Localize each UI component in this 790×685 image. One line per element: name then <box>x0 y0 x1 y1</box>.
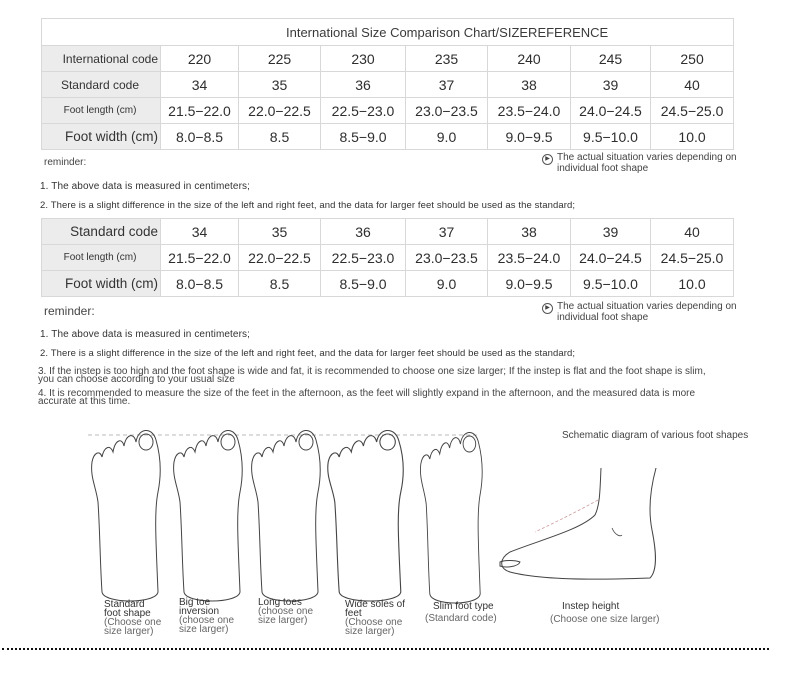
cell: 23.0−23.5 <box>406 98 488 124</box>
foot-long-toes-icon <box>252 430 321 601</box>
table-row-standard-code <box>42 72 734 98</box>
play-circle-icon: ▶ <box>542 303 553 314</box>
cell: 22.0−22.5 <box>239 245 321 271</box>
cell: 39 <box>571 219 651 245</box>
cell: 9.5−10.0 <box>571 271 651 297</box>
cell: 23.0−23.5 <box>406 245 488 271</box>
cell: 35 <box>239 219 321 245</box>
cell: 225 <box>239 46 321 72</box>
cell: 34 <box>161 72 239 98</box>
table-title: International Size Comparison Chart/SIZEREFERENCE <box>42 19 734 46</box>
cell: 9.0 <box>406 271 488 297</box>
cell: 8.5−9.0 <box>321 271 406 297</box>
cell: 36 <box>321 72 406 98</box>
cell: 230 <box>321 46 406 72</box>
cell: 24.5−25.0 <box>651 245 734 271</box>
play-circle-icon: ▶ <box>542 154 553 165</box>
table-title-row <box>42 19 734 46</box>
table-row-foot-length <box>42 98 734 124</box>
cell: 8.5 <box>239 124 321 150</box>
cell: 22.5−23.0 <box>321 98 406 124</box>
note-4-cont: accurate at this time. <box>38 396 131 407</box>
caption-wide-soles: Wide soles of feet (Choose one size larger) <box>345 599 406 637</box>
cell: 8.5−9.0 <box>321 124 406 150</box>
reminder-label: reminder: <box>44 304 95 318</box>
reminder-label: reminder: <box>44 157 87 168</box>
cell: 36 <box>321 219 406 245</box>
row-label: Foot length (cm) <box>42 98 161 124</box>
cell: 24.0−24.5 <box>571 98 651 124</box>
note-4: 4. It is recommended to measure the size of the feet in the afternoon, as the feet will slightly expand in the afternoon, and the measured data is more <box>38 388 696 399</box>
size-comparison-table <box>41 18 734 150</box>
cell: 21.5−22.0 <box>161 245 239 271</box>
row-label: Foot width (cm) <box>42 271 161 297</box>
cell: 10.0 <box>651 124 734 150</box>
size-table-2 <box>41 218 734 297</box>
cell: 250 <box>651 46 734 72</box>
side-note-line2: individual foot shape <box>557 312 649 323</box>
cell: 35 <box>239 72 321 98</box>
caption-instep: Instep height (Choose one size larger) <box>550 601 660 625</box>
cell: 8.5 <box>239 271 321 297</box>
table-row-foot-width <box>42 271 734 297</box>
cell: 9.0−9.5 <box>488 271 571 297</box>
foot-slim-icon <box>420 432 482 603</box>
dotted-divider <box>2 648 769 650</box>
row-label: Standard code <box>42 72 161 98</box>
cell: 38 <box>488 219 571 245</box>
note-1: 1. The above data is measured in centimeters; <box>40 181 250 192</box>
row-label: Foot length (cm) <box>42 245 161 271</box>
cell: 21.5−22.0 <box>161 98 239 124</box>
cell: 240 <box>488 46 571 72</box>
table-row-standard-code <box>42 219 734 245</box>
cell: 22.0−22.5 <box>239 98 321 124</box>
table-row-foot-width <box>42 124 734 150</box>
note-2: 2. There is a slight difference in the size of the left and right feet, and the data for larger feet should be used as the standard; <box>40 200 576 211</box>
side-note-line2: individual foot shape <box>557 163 649 174</box>
cell: 23.5−24.0 <box>488 245 571 271</box>
row-label: Standard code <box>42 219 161 245</box>
cell: 40 <box>651 72 734 98</box>
note-3-cont: you can choose according to your usual size <box>38 374 235 385</box>
cell: 24.0−24.5 <box>571 245 651 271</box>
cell: 39 <box>571 72 651 98</box>
cell: 23.5−24.0 <box>488 98 571 124</box>
cell: 37 <box>406 219 488 245</box>
cell: 40 <box>651 219 734 245</box>
cell: 8.0−8.5 <box>161 124 239 150</box>
cell: 8.0−8.5 <box>161 271 239 297</box>
cell: 24.5−25.0 <box>651 98 734 124</box>
cell: 245 <box>571 46 651 72</box>
foot-instep-side-icon <box>500 468 656 579</box>
table-row-international-code <box>42 46 734 72</box>
caption-long-toes: Long toes (choose one size larger) <box>258 597 314 626</box>
foot-big-toe-inversion-icon <box>174 430 243 601</box>
foot-standard-icon <box>92 430 161 601</box>
cell: 9.0 <box>406 124 488 150</box>
table-row-foot-length <box>42 245 734 271</box>
foot-wide-soles-icon <box>328 430 403 601</box>
diagram-title: Schematic diagram of various foot shapes <box>562 430 749 441</box>
caption-big-toe: Big toe inversion (choose one size larger) <box>179 597 235 635</box>
note-1: 1. The above data is measured in centimeters; <box>40 329 250 340</box>
cell: 22.5−23.0 <box>321 245 406 271</box>
cell: 220 <box>161 46 239 72</box>
cell: 9.5−10.0 <box>571 124 651 150</box>
side-note-line1: The actual situation varies depending on <box>557 301 737 312</box>
row-label: International code <box>42 46 161 72</box>
caption-slim: Slim foot type (Standard code) <box>425 601 497 624</box>
cell: 37 <box>406 72 488 98</box>
note-3: 3. If the instep is too high and the foot shape is wide and fat, it is recommended to choose one size larger; If the instep is flat and the foot shape is slim, <box>38 366 706 377</box>
side-note <box>542 303 737 322</box>
cell: 10.0 <box>651 271 734 297</box>
side-note-line1: The actual situation varies depending on <box>557 152 737 163</box>
cell: 9.0−9.5 <box>488 124 571 150</box>
row-label: Foot width (cm) <box>42 124 161 150</box>
cell: 235 <box>406 46 488 72</box>
side-note <box>542 154 737 173</box>
caption-standard: Standard foot shape (Choose one size larger) <box>104 599 162 637</box>
note-2: 2. There is a slight difference in the size of the left and right feet, and the data for larger feet should be used as the standard; <box>40 348 576 359</box>
cell: 38 <box>488 72 571 98</box>
cell: 34 <box>161 219 239 245</box>
